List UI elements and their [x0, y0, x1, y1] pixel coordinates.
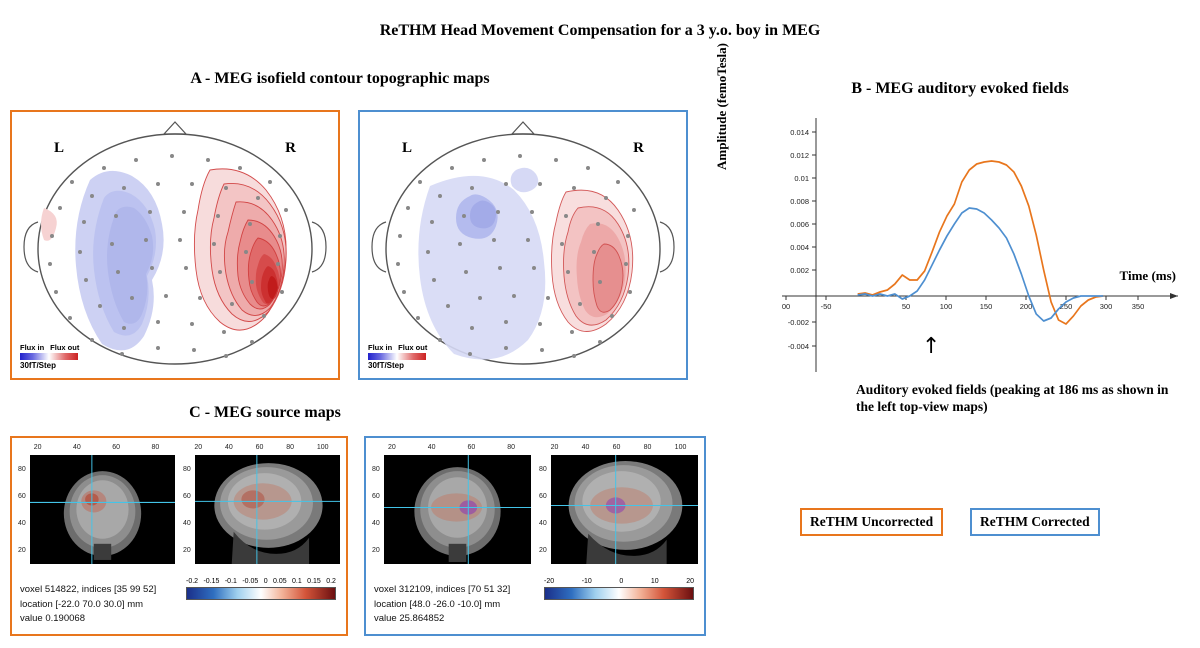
- flux-in-label-uncorrected: Flux in: [20, 343, 45, 352]
- src-cbar-tick-unc-5: 0.05: [273, 578, 287, 585]
- coronal-ytick-uncorrected-2: 40: [18, 520, 26, 527]
- svg-text:0.004: 0.004: [790, 243, 809, 252]
- coronal-ytick-corrected-2: 40: [372, 520, 380, 527]
- coronal-slice-uncorrected: [18, 444, 175, 564]
- source-info-corrected: [374, 583, 510, 626]
- src-cbar-tick-unc-0: -0.2: [186, 578, 199, 585]
- svg-text:0.014: 0.014: [790, 128, 809, 137]
- panel-c-title: C - MEG source maps: [189, 404, 341, 421]
- sourcemap-uncorrected: [10, 436, 348, 636]
- sagittal-slice-corrected: [539, 444, 698, 564]
- sagittal-xtick-corrected-0: 20: [550, 444, 559, 451]
- sagittal-ytick-uncorrected-2: 40: [183, 520, 191, 527]
- source-location-uncorrected: location [-22.0 70.0 30.0] mm: [20, 598, 144, 610]
- coronal-slice-corrected: [372, 444, 531, 564]
- src-cbar-tick-unc-7: 0.15: [307, 578, 321, 585]
- coronal-brain-image-uncorrected: [30, 455, 175, 564]
- src-cbar-tick-unc-3: -0.05: [242, 578, 259, 585]
- svg-text:-0.004: -0.004: [787, 342, 809, 351]
- coronal-ytick-corrected-1: 60: [372, 493, 380, 500]
- src-cbar-tick-unc-6: 0.1: [292, 578, 302, 585]
- sagittal-brain-image-corrected: [551, 455, 698, 564]
- svg-text:0.006: 0.006: [790, 220, 809, 229]
- src-cbar-gradient-uncorrected: [186, 587, 336, 600]
- src-cbar-tick-unc-8: 0.2: [326, 578, 336, 585]
- colorbar-uncorrected: [20, 343, 79, 370]
- peak-arrow-icon: ↑: [922, 334, 941, 359]
- coronal-brain-image-corrected: [384, 455, 531, 564]
- hemisphere-label-left-uncorrected: L: [54, 140, 65, 156]
- src-cbar-tick-cor-1: -10: [581, 578, 592, 585]
- coronal-xtick-corrected-2: 60: [467, 444, 476, 451]
- peak-caption: Auditory evoked fields (peaking at 186 ms as shown in the left top-view maps): [856, 382, 1169, 414]
- svg-text:0.012: 0.012: [790, 151, 809, 160]
- svg-text:0.008: 0.008: [790, 197, 809, 206]
- coronal-ytick-uncorrected-1: 60: [18, 493, 26, 500]
- colorbar-step-corrected: 30fT/Step: [368, 361, 405, 370]
- coronal-ytick-uncorrected-3: 20: [18, 547, 26, 554]
- page-title: ReTHM Head Movement Compensation for a 3 y.o. boy in MEG: [379, 22, 821, 39]
- svg-text:100: 100: [939, 302, 953, 311]
- source-voxel-uncorrected: voxel 514822, indices [35 99 52]: [20, 584, 157, 596]
- sourcemap-corrected-images: [372, 444, 698, 564]
- coronal-ytick-corrected-3: 20: [372, 547, 380, 554]
- colorbar-corrected: [368, 343, 427, 370]
- sagittal-xtick-corrected-3: 80: [643, 444, 652, 451]
- sourcemap-corrected: [364, 436, 706, 636]
- chart-x-axis-label: Time (ms): [1119, 268, 1176, 283]
- sagittal-ytick-uncorrected-1: 60: [183, 493, 191, 500]
- sourcemap-uncorrected-images: [18, 444, 340, 564]
- flux-out-label-uncorrected: Flux out: [50, 343, 80, 352]
- legend-uncorrected: ReTHM Uncorrected: [800, 508, 943, 536]
- sagittal-slice-uncorrected: [183, 444, 340, 564]
- sagittal-xtick-uncorrected-2: 60: [255, 444, 264, 451]
- evoked-fields-svg: [720, 110, 1190, 385]
- sagittal-xtick-corrected-4: 100: [674, 444, 687, 451]
- svg-text:250: 250: [1059, 302, 1073, 311]
- source-voxel-corrected: voxel 312109, indices [70 51 32]: [374, 584, 511, 596]
- svg-text:00: 00: [781, 302, 791, 311]
- sagittal-brain-image-uncorrected: [195, 455, 340, 564]
- flux-out-label-corrected: Flux out: [398, 343, 428, 352]
- sagittal-ytick-corrected-3: 20: [539, 547, 547, 554]
- coronal-xtick-corrected-1: 40: [427, 444, 436, 451]
- src-cbar-tick-unc-1: -0.15: [203, 578, 220, 585]
- colorbar-gradient-corrected: [368, 353, 426, 360]
- svg-text:350: 350: [1131, 302, 1145, 311]
- sagittal-ytick-uncorrected-3: 20: [183, 547, 191, 554]
- source-info-uncorrected: [20, 583, 156, 626]
- hemisphere-label-right-uncorrected: R: [285, 140, 296, 156]
- svg-text:200: 200: [1019, 302, 1033, 311]
- topomap-corrected: [358, 110, 688, 380]
- src-cbar-tick-unc-2: -0.1: [224, 578, 237, 585]
- svg-text:150: 150: [979, 302, 993, 311]
- svg-text:0.002: 0.002: [790, 266, 809, 275]
- topomap-uncorrected: [10, 110, 340, 380]
- src-cbar-gradient-corrected: [544, 587, 694, 600]
- source-value-uncorrected: value 0.190068: [20, 612, 85, 624]
- sagittal-xtick-corrected-2: 60: [612, 444, 621, 451]
- coronal-ytick-uncorrected-0: 80: [18, 466, 26, 473]
- coronal-xtick-uncorrected-1: 40: [72, 444, 81, 451]
- svg-text:50: 50: [901, 302, 911, 311]
- src-cbar-tick-unc-4: 0: [263, 578, 268, 585]
- src-cbar-tick-cor-4: 20: [686, 578, 694, 585]
- sagittal-xtick-uncorrected-1: 40: [225, 444, 233, 451]
- sagittal-ytick-corrected-2: 40: [539, 520, 547, 527]
- coronal-xtick-uncorrected-2: 60: [112, 444, 121, 451]
- source-colorbar-uncorrected: [186, 578, 336, 600]
- colorbar-step-uncorrected: 30fT/Step: [20, 361, 57, 370]
- flux-in-label-corrected: Flux in: [368, 343, 393, 352]
- hemisphere-label-right-corrected: R: [633, 140, 644, 156]
- coronal-xtick-corrected-0: 20: [387, 444, 396, 451]
- source-value-corrected: value 25.864852: [374, 612, 445, 624]
- src-cbar-tick-cor-0: -20: [544, 578, 555, 585]
- panel-a-title: A - MEG isofield contour topographic maps: [190, 70, 490, 87]
- colorbar-gradient-uncorrected: [20, 353, 78, 360]
- svg-text:-50: -50: [820, 302, 832, 311]
- sagittal-xtick-corrected-1: 40: [581, 444, 590, 451]
- chart-y-axis-label: Amplitude (femoTesla): [714, 43, 729, 170]
- panel-b-title: B - MEG auditory evoked fields: [851, 80, 1069, 97]
- sagittal-xtick-uncorrected-3: 80: [286, 444, 295, 451]
- src-cbar-tick-cor-3: 10: [650, 578, 659, 585]
- sagittal-xtick-uncorrected-4: 100: [316, 444, 329, 451]
- coronal-ytick-corrected-0: 80: [372, 466, 380, 473]
- coronal-xtick-uncorrected-0: 20: [33, 444, 42, 451]
- legend-corrected: ReTHM Corrected: [970, 508, 1100, 536]
- sagittal-ytick-corrected-0: 80: [539, 466, 547, 473]
- coronal-xtick-corrected-3: 80: [507, 444, 516, 451]
- source-location-corrected: location [48.0 -26.0 -10.0] mm: [374, 598, 501, 610]
- hemisphere-label-left-corrected: L: [402, 140, 413, 156]
- sagittal-ytick-uncorrected-0: 80: [183, 466, 191, 473]
- source-colorbar-corrected: [544, 578, 694, 600]
- src-cbar-tick-cor-2: 0: [619, 578, 624, 585]
- coronal-xtick-uncorrected-3: 80: [151, 444, 160, 451]
- svg-text:0.01: 0.01: [794, 174, 809, 183]
- svg-text:300: 300: [1099, 302, 1113, 311]
- sagittal-xtick-uncorrected-0: 20: [194, 444, 203, 451]
- svg-text:-0.002: -0.002: [787, 318, 809, 327]
- sagittal-ytick-corrected-1: 60: [539, 493, 547, 500]
